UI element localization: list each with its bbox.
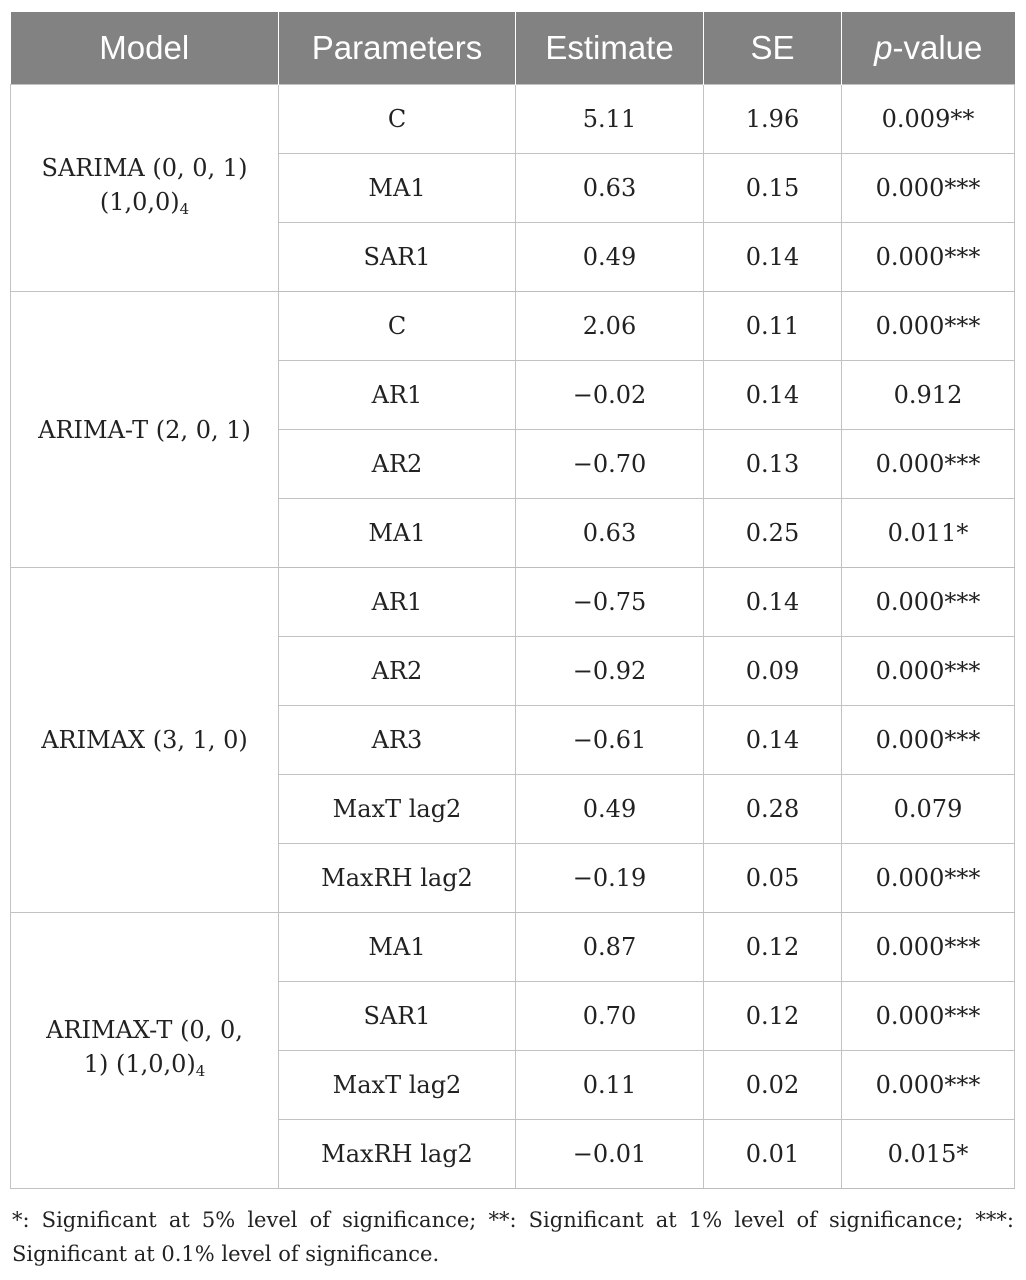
seasonal-period: 4 <box>195 1062 206 1080</box>
p-value-cell: 0.000*** <box>842 637 1015 706</box>
parameter-cell: MA1 <box>279 154 516 223</box>
se-cell: 0.02 <box>704 1051 842 1120</box>
table-row <box>11 913 1015 982</box>
p-value-cell: 0.000*** <box>842 706 1015 775</box>
model-name-line1: ARIMA-T (2, 0, 1) <box>38 415 251 444</box>
parameter-cell: AR3 <box>279 706 516 775</box>
se-cell: 0.05 <box>704 844 842 913</box>
parameter-cell: MA1 <box>279 913 516 982</box>
parameter-cell: SAR1 <box>279 982 516 1051</box>
estimate-cell: −0.01 <box>516 1120 704 1189</box>
estimate-cell: −0.61 <box>516 706 704 775</box>
header-p-italic: p <box>874 29 893 66</box>
p-value-cell: 0.000*** <box>842 913 1015 982</box>
header-p-value <box>842 12 1015 85</box>
estimate-cell: 0.87 <box>516 913 704 982</box>
p-value-cell: 0.000*** <box>842 1051 1015 1120</box>
p-value-cell: 0.000*** <box>842 223 1015 292</box>
se-cell: 0.12 <box>704 982 842 1051</box>
se-cell: 0.14 <box>704 361 842 430</box>
p-value-cell: 0.000*** <box>842 982 1015 1051</box>
model-order: (1,0,0) <box>99 187 180 216</box>
p-value-cell: 0.000*** <box>842 844 1015 913</box>
estimate-cell: 0.63 <box>516 499 704 568</box>
model-estimates-table <box>10 12 1015 1189</box>
model-name-line1: ARIMAX-T (0, 0, <box>46 1016 243 1044</box>
p-value-cell: 0.009** <box>842 85 1015 154</box>
se-cell: 0.15 <box>704 154 842 223</box>
table-body <box>11 85 1015 1189</box>
table-row <box>11 85 1015 154</box>
p-value-cell: 0.000*** <box>842 430 1015 499</box>
estimate-cell: 0.11 <box>516 1051 704 1120</box>
header-se: SE <box>704 12 842 85</box>
p-value-cell: 0.079 <box>842 775 1015 844</box>
significance-footnote: *: Significant at 5% level of significance; **: Significant at 1% level of significance; ***: Significant at 0.1% level of significance. <box>12 1208 1014 1266</box>
p-value-cell: 0.015* <box>842 1120 1015 1189</box>
model-cell <box>11 913 279 1189</box>
p-value-cell: 0.912 <box>842 361 1015 430</box>
se-cell: 0.28 <box>704 775 842 844</box>
parameter-cell: MaxT lag2 <box>279 775 516 844</box>
table-header-row <box>11 12 1015 85</box>
se-cell: 1.96 <box>704 85 842 154</box>
estimate-cell: −0.02 <box>516 361 704 430</box>
p-value-cell: 0.000*** <box>842 154 1015 223</box>
estimate-cell: 2.06 <box>516 292 704 361</box>
model-order: 1) (1,0,0) <box>83 1050 196 1078</box>
estimate-cell: 0.70 <box>516 982 704 1051</box>
parameter-cell: AR2 <box>279 430 516 499</box>
se-cell: 0.25 <box>704 499 842 568</box>
se-cell: 0.11 <box>704 292 842 361</box>
parameter-cell: MaxT lag2 <box>279 1051 516 1120</box>
estimate-cell: 0.49 <box>516 775 704 844</box>
estimate-cell: −0.70 <box>516 430 704 499</box>
p-value-cell: 0.000*** <box>842 292 1015 361</box>
se-cell: 0.14 <box>704 568 842 637</box>
estimate-cell: 5.11 <box>516 85 704 154</box>
table-row <box>11 292 1015 361</box>
table-row <box>11 568 1015 637</box>
parameter-cell: MA1 <box>279 499 516 568</box>
se-cell: 0.14 <box>704 706 842 775</box>
model-name-line1: ARIMAX (3, 1, 0) <box>41 726 248 754</box>
estimate-cell: −0.75 <box>516 568 704 637</box>
estimate-cell: −0.92 <box>516 637 704 706</box>
header-p-rest: -value <box>892 29 983 66</box>
model-name-line1: SARIMA (0, 0, 1) <box>41 153 248 182</box>
header-model: Model <box>11 12 279 85</box>
model-cell <box>11 292 279 568</box>
p-value-cell: 0.000*** <box>842 568 1015 637</box>
se-cell: 0.01 <box>704 1120 842 1189</box>
model-cell <box>11 85 279 292</box>
se-cell: 0.13 <box>704 430 842 499</box>
estimate-cell: 0.63 <box>516 154 704 223</box>
se-cell: 0.09 <box>704 637 842 706</box>
header-estimate: Estimate <box>516 12 704 85</box>
parameter-cell: MaxRH lag2 <box>279 1120 516 1189</box>
parameter-cell: AR2 <box>279 637 516 706</box>
header-parameters: Parameters <box>279 12 516 85</box>
model-cell <box>11 568 279 913</box>
seasonal-period: 4 <box>179 199 190 218</box>
model-name-line2 <box>19 185 270 226</box>
parameter-cell: AR1 <box>279 568 516 637</box>
estimate-cell: 0.49 <box>516 223 704 292</box>
se-cell: 0.14 <box>704 223 842 292</box>
estimate-cell: −0.19 <box>516 844 704 913</box>
model-name-line2 <box>19 1047 270 1088</box>
parameter-cell: C <box>279 85 516 154</box>
se-cell: 0.12 <box>704 913 842 982</box>
parameter-cell: AR1 <box>279 361 516 430</box>
p-value-cell: 0.011* <box>842 499 1015 568</box>
parameter-cell: SAR1 <box>279 223 516 292</box>
parameter-cell: C <box>279 292 516 361</box>
parameter-cell: MaxRH lag2 <box>279 844 516 913</box>
